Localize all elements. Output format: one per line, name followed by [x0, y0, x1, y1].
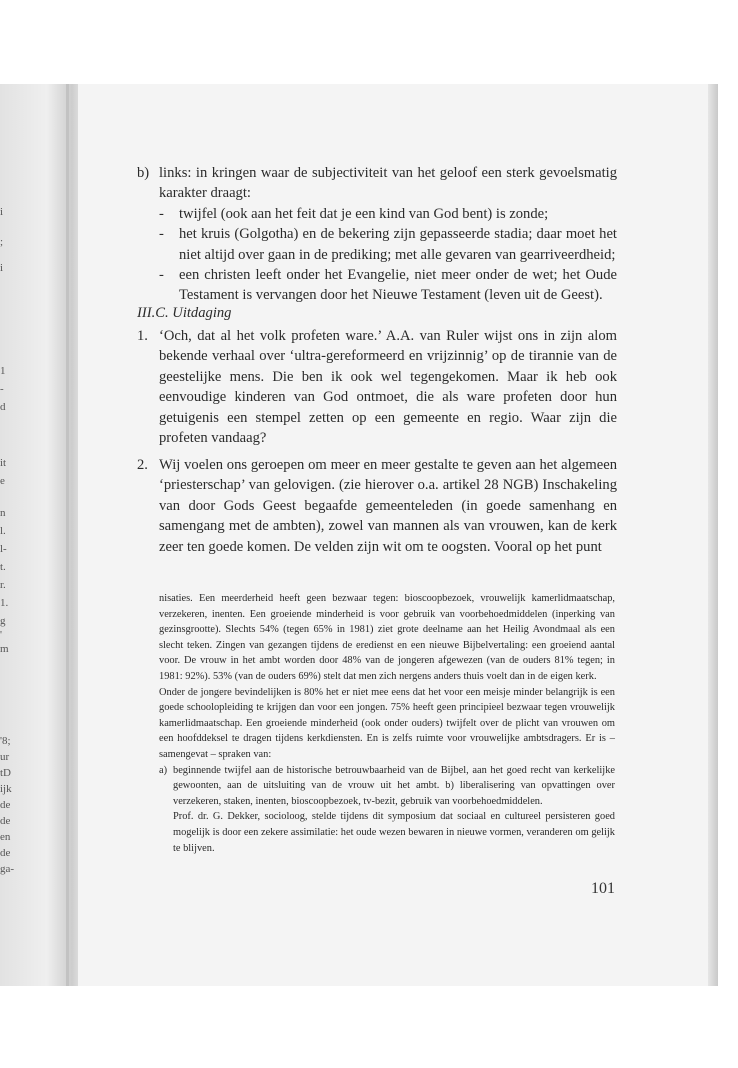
footnote-item-text: beginnende twijfel aan de historische betrouwbaarheid van de Bijbel, aan het goed recht van kerkelijke gewoonten, aan de uitsluiting van de vrouw uit het ambt. b) liberalisering van opvattingen over verzekeren, staken, inenten, bioscoopbezoek, tv-bezit, gebruik van voorbehoedmiddelen. [173, 764, 615, 807]
fragment: ' [0, 629, 2, 641]
facing-page-fragments-4 [0, 734, 40, 876]
fragment: r. [0, 579, 6, 591]
fragment: g [0, 615, 6, 627]
footnote-block [159, 591, 615, 856]
fragment: d [0, 401, 6, 413]
point-1 [137, 326, 617, 448]
footnote-paragraph: nisaties. Een meerderheid heeft geen bezwaar tegen: bioscoopbezoek, vrouwelijk kamerlidmaatschap, verzekeren, inenten. Een groeiende minderheid is voor gebruik van voorbehoedmiddelen (inperking van gezinsgrootte). Slechts 54% (tegen 65% in 1981) ziet grote deelname aan het Heilig Avondmaal als een slecht teken. Zingen van gezangen tijdens de eredienst en een nieuwe Bijbelvertaling: een groeiend aantal voor. De vrouw in het ambt worden door 48% van de jongeren afgewezen (van de ouders 81% tegen; in 1981: 92%). 53% (van de ouders 69%) stelt dat men zich nergens anders thuis voelt dan in de eigen kerk. [159, 593, 615, 682]
point-2 [137, 455, 617, 557]
footnote-paragraph: Prof. dr. G. Dekker, socioloog, stelde tijdens dit symposium dat sociaal en cultureel persisteren goed mogelijk is door een zekere assimilatie: het oude wezen bewaren in nieuwe vormen, veranderen om gelijk te blijven. [173, 811, 615, 854]
point-text: ‘Och, dat al het volk profeten ware.’ A.A. van Ruler wijst ons in zijn alom bekende verhaal over ‘ultra-gereformeerd en vrijzinnig’ op de tirannie van de geestelijke mens. Die ben ik ook wel tegengekomen. Maar ik heb ook eenvoudige kinderen van God ontmoet, die als ware profeten door hun getuigenis een stempel zetten op een gemeente en regio. Waar zijn die profeten vandaag? [159, 328, 617, 447]
fragment: ; [0, 236, 4, 248]
fragment: ur [0, 751, 10, 763]
list-item: - het kruis (Golgotha) en de bekering zijn gepasseerde stadia; daar moet het niet altijd over gaan in de prediking; met alle gevaren van gearriveerdheid; [137, 224, 617, 265]
point-text: Wij voelen ons geroepen om meer en meer gestalte te geven aan het algemeen ‘priesterschap’ van gelovigen. (zie hierover o.a. artikel 28 NGB) Inschakeling van door Gods Geest begaafde gemeenteleden (in goede samenhang en samengang met de ambten), zowel van mannen als van vrouwen, kan de kerk zeer ten goede komen. De velden zijn wit om te oogsten. Vooral op het punt [159, 457, 617, 555]
fragment: 1 [0, 365, 6, 377]
bullet-text: het kruis (Golgotha) en de bekering zijn gepasseerde stadia; daar moet het niet altijd over gaan in de prediking; met alle gevaren van gearriveerdheid; [179, 226, 617, 263]
gutter-fold [66, 84, 69, 986]
footnote-item-label: a) [159, 764, 168, 776]
fragment: tD [0, 767, 11, 779]
bullet-text: twijfel (ook aan het feit dat je een kind van God bent) is zonde; [179, 205, 549, 222]
fragment: de [0, 847, 11, 859]
page-edge-shadow [708, 84, 718, 986]
heading-title: Uitdaging [172, 305, 232, 321]
list-item: - een christen leeft onder het Evangelie, niet meer onder de wet; het Oude Testament is vervangen door het Nieuwe Testament (leven uit de Geest). [137, 265, 617, 306]
footnote-list-item [159, 763, 615, 810]
heading-number: III.C. [137, 305, 169, 321]
fragment: it [0, 457, 7, 469]
facing-page-fragments-2 [0, 364, 40, 414]
fragment: ga- [0, 863, 15, 875]
section-b-label: b) [137, 165, 150, 181]
fragment: '8; [0, 735, 11, 747]
point-label: 2. [137, 457, 148, 473]
page-number: 101 [591, 880, 615, 897]
fragment: l- [0, 543, 7, 555]
section-b-text: links: in kringen waar de subjectiviteit van het geloof een sterk gevoelsmatig karakter draagt: [159, 165, 617, 202]
point-label: 1. [137, 328, 148, 344]
facing-page-fragments-1 [0, 205, 40, 275]
fragment: 1. [0, 597, 9, 609]
fragment: en [0, 831, 11, 843]
fragment: - [0, 383, 4, 395]
list-item: - twijfel (ook aan het feit dat je een kind van God bent) is zonde; [137, 204, 617, 224]
fragment: m [0, 643, 9, 655]
fragment: i [0, 262, 4, 274]
section-heading [137, 305, 617, 322]
fragment: de [0, 815, 11, 827]
facing-page-fragments-3 [0, 456, 40, 656]
section-b [137, 163, 617, 306]
fragment: t. [0, 561, 6, 573]
fragment: i [0, 206, 4, 218]
footnote-paragraph: Onder de jongere bevindelijken is 80% het er niet mee eens dat het voor een meisje minder belangrijk is een goede schoolopleiding te krijgen dan voor een jongen. 75% heeft geen principieel bezwaar tegen vrouwelijk kamerlidmaatschap. Een groeiende minderheid (ook onder ouders) twijfelt over de plicht van vrouwen om een hoofddeksel te dragen tijdens kerkdiensten. En is zelfs ruimte voor vrouwelijke ambtsdragers. Er is – samengevat – spraken van: [159, 686, 615, 760]
fragment: e [0, 475, 5, 487]
bullet-text: een christen leeft onder het Evangelie, niet meer onder de wet; het Oude Testament is vervangen door het Nieuwe Testament (leven uit de Geest). [179, 267, 617, 304]
fragment: l. [0, 525, 6, 537]
fragment: n [0, 507, 6, 519]
fragment: de [0, 799, 11, 811]
fragment: ijk [0, 783, 12, 795]
